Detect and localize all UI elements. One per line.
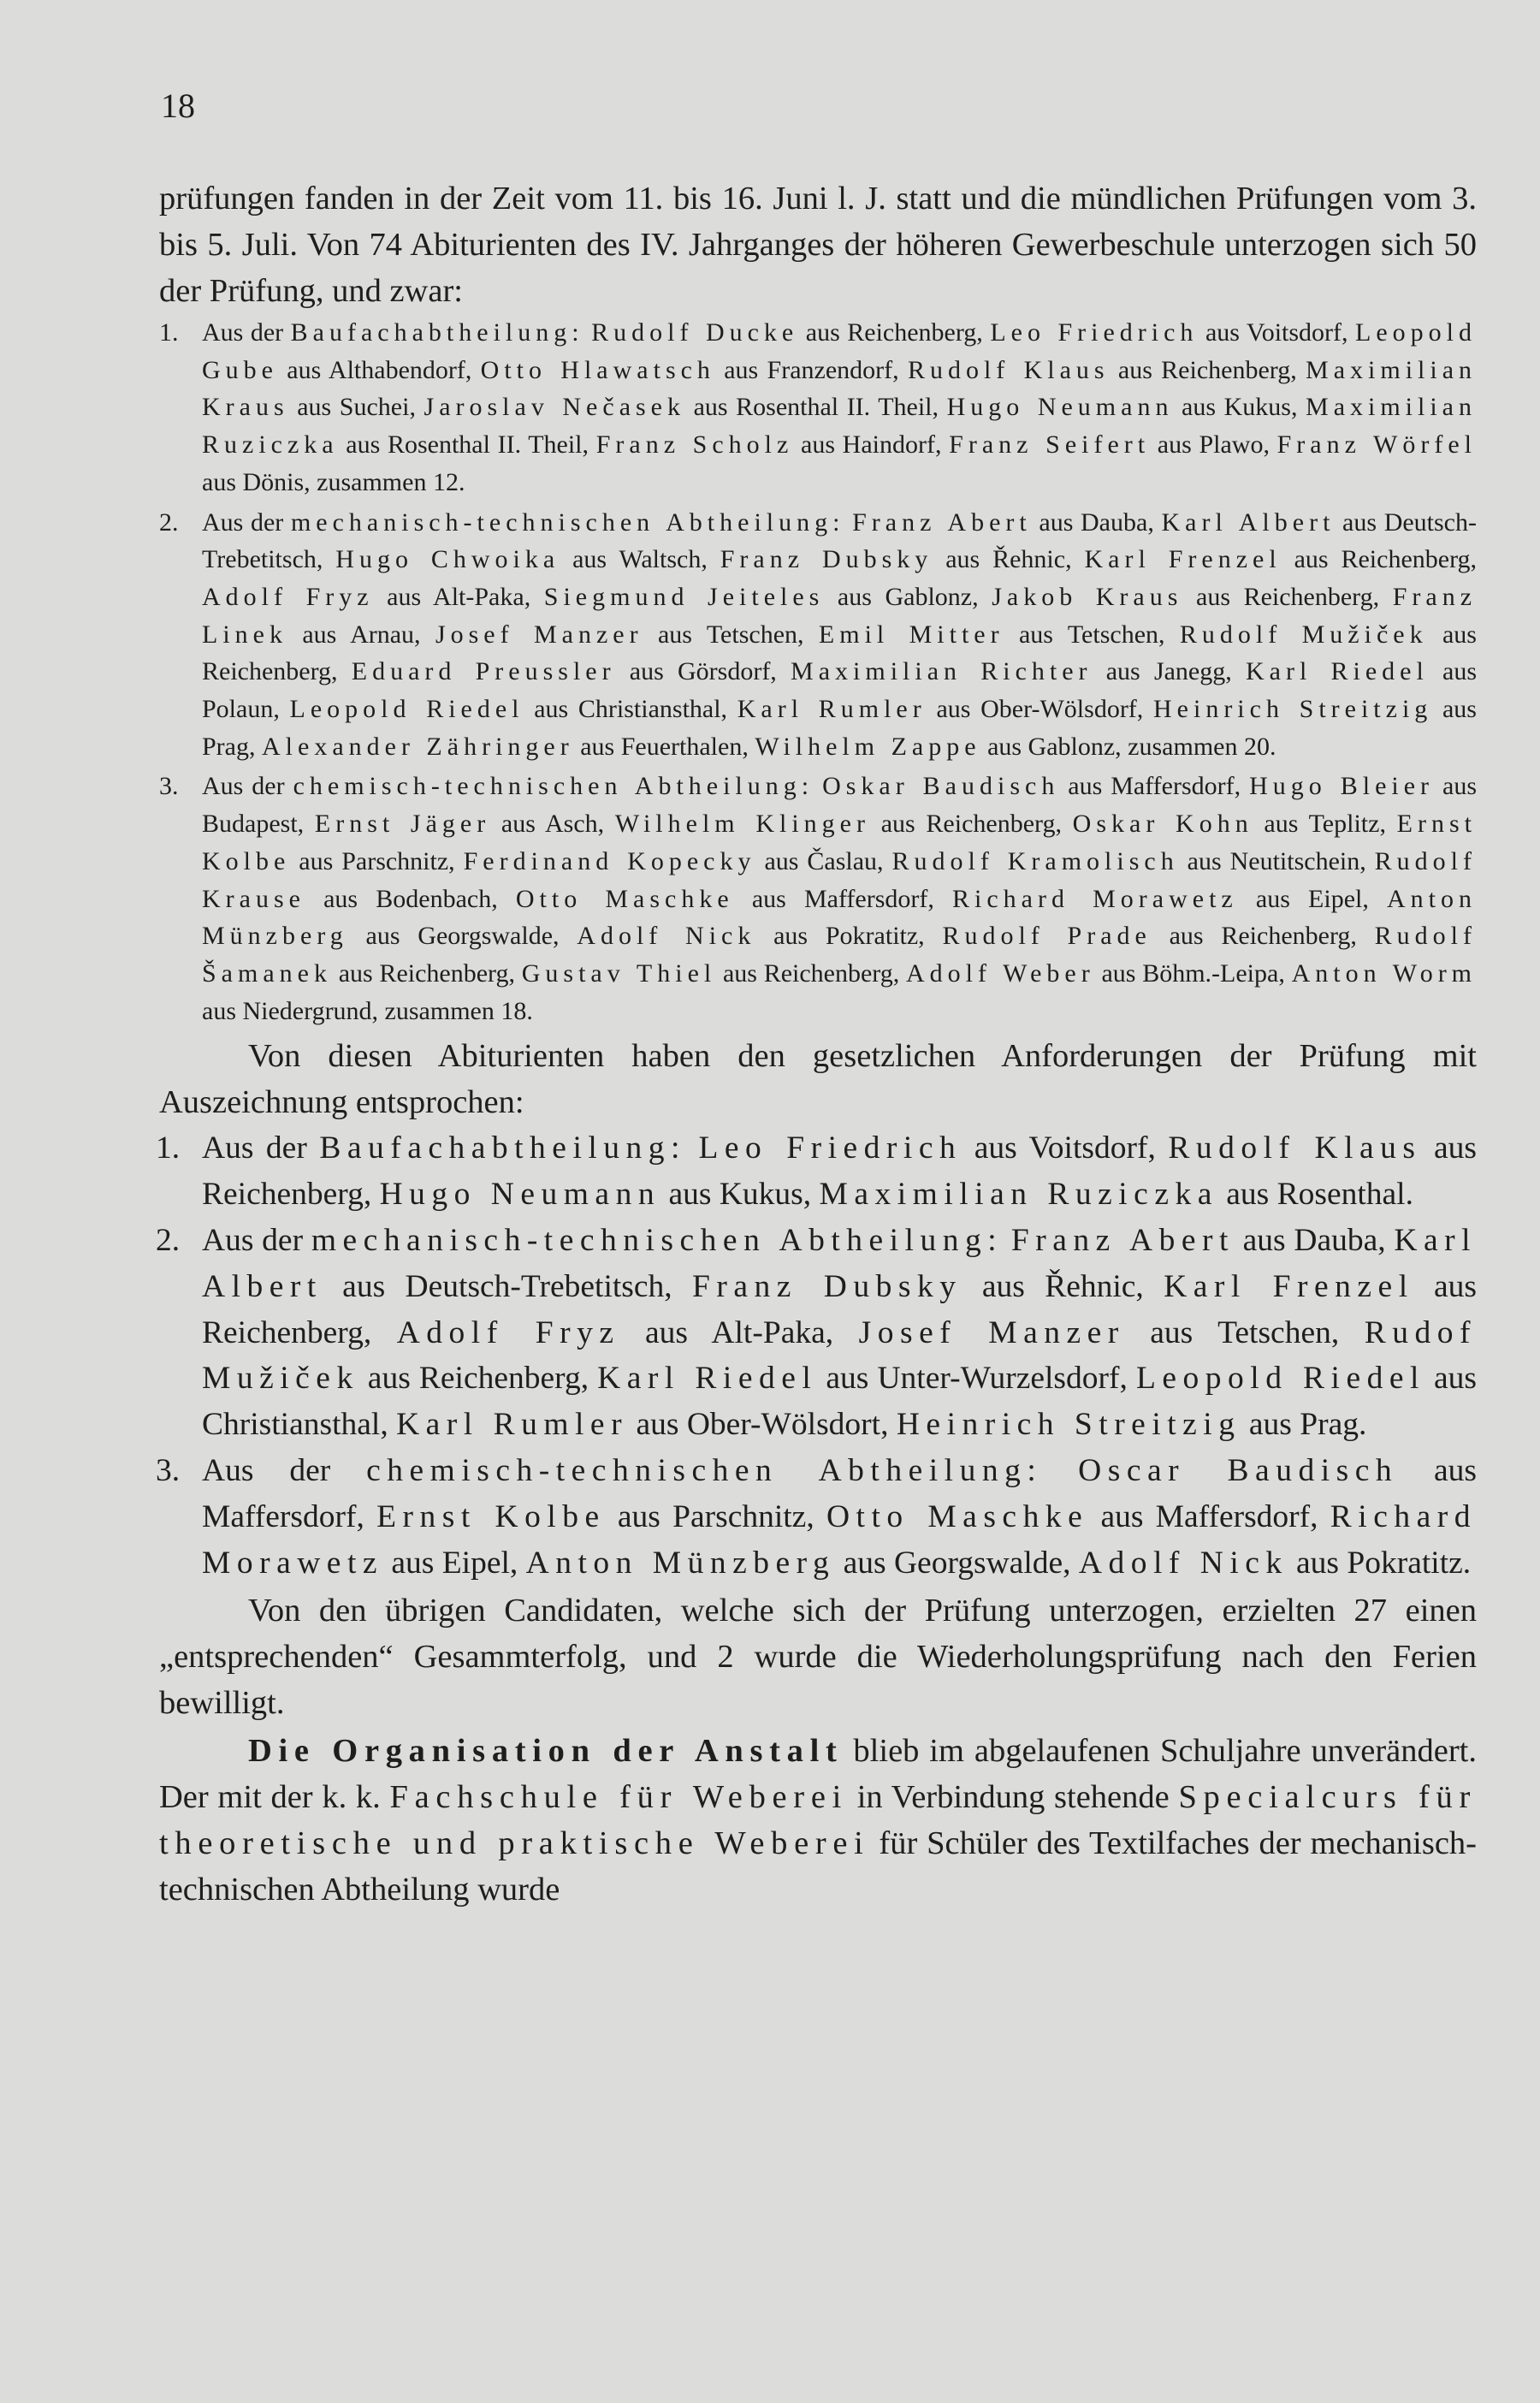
spaced-name: Anton Worm — [1291, 958, 1478, 988]
list-text: aus Waltsch, — [560, 545, 720, 574]
list-text: aus Gablonz, zusammen 20. — [980, 732, 1276, 761]
spaced-name: Franz Seifert — [949, 430, 1151, 460]
spaced-name: Franz Abert — [1010, 1222, 1235, 1258]
spaced-name: Rudolf Mužiček — [1179, 620, 1428, 649]
list-text: aus Gablonz, — [824, 582, 992, 611]
spaced-name: Baufachabtheilung: — [290, 318, 584, 347]
list-item — [159, 768, 1477, 1029]
list-text: aus Deutsch-Trebetitsch, — [202, 507, 1477, 574]
organisation-text-2: in Verbindung stehende — [848, 1779, 1179, 1816]
list-text: aus Georgswalde, — [347, 922, 578, 951]
spaced-name: Karl Rumler — [396, 1407, 629, 1443]
spaced-name: Heinrich Streitzig — [896, 1407, 1241, 1443]
spaced-name: Rudolf Kramolisch — [891, 846, 1179, 875]
spaced-name: Wilhelm Klinger — [614, 810, 870, 839]
list-text: aus Ober-Wölsdort, — [628, 1407, 897, 1443]
list-text: aus Georgswalde, — [835, 1545, 1079, 1581]
list-text: aus Althabendorf, — [277, 355, 481, 384]
list-text: aus Eipel, — [383, 1545, 526, 1581]
page-body — [156, 175, 1478, 1913]
remaining-candidates-paragraph: Von den übrigen Candidaten, welche sich der Prüfung unterzogen, erzielten 27 einen „entsprechenden“ Gesammterfolg, und 2 wurde die Wiederholungsprüfung nach den Ferien bewilligt. — [159, 1593, 1477, 1722]
list-text: aus Reichenberg, — [798, 318, 991, 347]
spaced-name: Rudolf Ducke — [591, 318, 799, 347]
spaced-name: Hugo Neumann — [379, 1177, 661, 1213]
spaced-name: Leopold Riedel — [289, 695, 524, 724]
list-text: aus Reichenberg, — [202, 620, 1477, 686]
spaced-name: Hugo Neumann — [946, 393, 1174, 422]
list-item-number: 2. — [156, 1222, 181, 1258]
list-text: aus Řehnic, — [962, 1268, 1164, 1304]
spaced-name: Alexander Zähringer — [262, 732, 574, 761]
spaced-name: Adolf Fryz — [202, 582, 374, 611]
spaced-name: Gustav Thiel — [521, 958, 717, 988]
list-item — [156, 1218, 1478, 1448]
spaced-name: Richard Morawetz — [202, 1498, 1477, 1581]
list-text: aus Plawo, — [1150, 430, 1277, 460]
list-text: aus Reichenberg, — [358, 1361, 598, 1397]
spaced-name: Ernst Kolbe — [202, 810, 1477, 875]
spaced-name: Maximilian Ruziczka — [202, 393, 1477, 460]
spaced-name: Maximilian Richter — [791, 657, 1093, 686]
list-text: aus Prag. — [1241, 1407, 1367, 1443]
list-text — [1042, 1453, 1078, 1488]
spaced-name: Adolf Nick — [1078, 1545, 1288, 1581]
spaced-name: Leo Friedrich — [990, 318, 1199, 347]
list-text: aus Niedergrund, zusammen 18. — [202, 996, 533, 1025]
spaced-name: Oscar Baudisch — [1078, 1452, 1399, 1488]
list-item-number: 2. — [159, 507, 179, 537]
list-text: aus Reichenberg, — [1281, 545, 1478, 574]
spaced-name: Ferdinand Kopecky — [463, 846, 756, 875]
intro-paragraph: prüfungen fanden in der Zeit vom 11. bis 16. Juni l. J. statt und die mündlichen Prüfungen vom 3. bis 5. Juli. Von 74 Abiturienten des IV. Jahrganges der höheren Gewerbeschule unterzogen sich 50 der Prüfung, und zwar: — [159, 181, 1477, 309]
list-text: aus Asch, — [490, 810, 615, 839]
spaced-name: Karl Frenzel — [1164, 1268, 1414, 1304]
fachschule-name: Fachschule für Weberei — [389, 1779, 849, 1816]
list-text: aus Reichenberg, — [1109, 355, 1306, 384]
list-text: aus Bodenbach, — [305, 884, 516, 913]
list-item — [156, 1448, 1478, 1586]
list-text — [814, 772, 822, 800]
list-text: aus Rosenthal II. Theil, — [338, 430, 596, 460]
list-text: aus Pokratitz, — [755, 922, 943, 951]
list-text: Aus der — [202, 507, 291, 537]
list-text: aus Dauba, — [1031, 507, 1162, 537]
list-text: aus Reichenberg, — [1182, 582, 1393, 611]
honors-intro-paragraph: Von diesen Abiturienten haben den gesetzlichen Anforderungen der Prüfung mit Auszeichnung entsprochen: — [159, 1038, 1477, 1121]
spaced-name: mechanisch-technischen Abtheilung: — [290, 507, 845, 537]
list-text: Aus der — [202, 1130, 320, 1166]
spaced-name: Josef Manzer — [858, 1314, 1125, 1350]
spaced-name: chemisch-technischen Abtheilung: — [293, 772, 814, 801]
list-text: aus Dauba, — [1234, 1222, 1395, 1258]
spaced-name: Maximilian Kraus — [202, 355, 1478, 422]
list-text: aus Tetschen, — [1124, 1314, 1365, 1350]
spaced-name: Otto Maschke — [515, 884, 734, 913]
list-text: aus Suchei, — [288, 393, 424, 422]
spaced-name: Anton Münzberg — [202, 884, 1478, 951]
list-text: aus Dönis, zusammen 12. — [202, 467, 465, 496]
organisation-text-1: blieb im abgelaufenen Schuljahre unverändert. Der mit der k. k. — [159, 1733, 1477, 1816]
list-text: aus Christiansthal, — [524, 695, 737, 724]
list-text: aus Böhm.-Leipa, — [1094, 958, 1292, 988]
list-text — [844, 508, 852, 537]
spaced-name: Karl Riedel — [597, 1361, 818, 1397]
spaced-name: Adolf Nick — [577, 922, 756, 951]
list-item — [159, 314, 1477, 501]
spaced-name: Maximilian Ruziczka — [819, 1177, 1218, 1213]
list-text: aus Voitsdorf, — [1198, 318, 1356, 347]
list-text: aus Janegg, — [1092, 657, 1246, 686]
spaced-name: Emil Mitter — [818, 620, 1004, 649]
spaced-name: Adolf Weber — [906, 958, 1095, 988]
specialcurs-name: Specialcurs für theoretische und praktische Weberei — [159, 1779, 1477, 1862]
spaced-name: Josef Manzer — [435, 620, 643, 649]
list-text: aus Prag, — [202, 695, 1477, 761]
spaced-name: Franz Scholz — [595, 430, 794, 460]
list-text: aus Deutsch-Trebetitsch, — [322, 1268, 693, 1304]
list-text: Aus der — [202, 318, 291, 347]
list-item-number: 3. — [156, 1452, 181, 1488]
list-text: aus Görsdorf, — [615, 657, 791, 686]
spaced-name: Jaroslav Nečasek — [424, 393, 685, 422]
spaced-name: Anton Münzberg — [525, 1545, 836, 1581]
spaced-name: Leo Friedrich — [698, 1130, 962, 1166]
spaced-name: Karl Albert — [202, 1222, 1478, 1304]
spaced-name: Heinrich Streitzig — [1153, 695, 1433, 724]
list-text: aus Maffersdorf, — [1088, 1498, 1330, 1534]
list-text: aus Budapest, — [202, 772, 1477, 839]
list-text: Aus der — [202, 772, 293, 801]
list-item — [156, 1125, 1477, 1218]
list-text: aus Christiansthal, — [202, 1361, 1478, 1443]
spaced-name: Rudolf Prade — [942, 922, 1152, 951]
list-text: aus Haindorf, — [793, 430, 950, 460]
list-text: aus Franzendorf, — [714, 355, 908, 384]
spaced-name: Franz Dubsky — [692, 1268, 962, 1304]
list-text: Aus der — [202, 1452, 367, 1488]
list-text: aus Kukus, — [1173, 393, 1306, 422]
spaced-name: Rudolf Šamanek — [202, 922, 1478, 988]
spaced-name: Siegmund Jeiteles — [543, 582, 825, 611]
spaced-name: Franz Dubsky — [720, 545, 933, 574]
list-text: aus Pokratitz. — [1288, 1545, 1472, 1581]
spaced-name: Wilhelm Zappe — [755, 732, 981, 761]
list-text: aus Reichenberg, — [202, 1268, 1477, 1350]
list-text: aus Rosenthal II. Theil, — [685, 393, 947, 422]
spaced-name: Hugo Bleier — [1249, 772, 1435, 801]
list-text: aus Maffersdorf, — [1059, 772, 1250, 801]
list-text: aus Alt-Paka, — [619, 1314, 859, 1350]
list-text: aus Časlau, — [755, 846, 892, 875]
list-text: aus Parschnitz, — [605, 1498, 826, 1534]
spaced-name: Hugo Chwoika — [335, 545, 560, 574]
spaced-name: Franz Wörfel — [1276, 430, 1478, 460]
spaced-name: Oskar Baudisch — [822, 772, 1060, 801]
spaced-name: Rudolf Klaus — [1168, 1130, 1422, 1166]
list-text: aus Rosenthal. — [1217, 1177, 1413, 1213]
list-text: Aus der — [202, 1222, 311, 1258]
list-text: aus Eipel, — [1237, 884, 1388, 913]
organisation-paragraph — [159, 1728, 1477, 1913]
spaced-name: Rudolf Krause — [202, 846, 1477, 913]
list-text: aus Maffersdorf, — [733, 884, 953, 913]
spaced-name: Karl Rumler — [737, 695, 927, 724]
list-text: aus Parschnitz, — [290, 846, 464, 875]
spaced-name: Franz Abert — [852, 507, 1032, 537]
spaced-name: Baufachabtheilung: — [319, 1130, 686, 1166]
spaced-name: Franz Linek — [202, 582, 1478, 649]
list-text: aus Teplitz, — [1253, 810, 1397, 839]
list-text: aus Kukus, — [660, 1177, 820, 1213]
list-text — [584, 318, 592, 347]
spaced-name: Otto Maschke — [826, 1498, 1089, 1534]
organisation-heading: Die Organisation der Anstalt — [248, 1733, 844, 1770]
list-text: aus Arnau, — [287, 620, 435, 649]
list-text: aus Ober-Wölsdorf, — [926, 695, 1153, 724]
list-text: aus Reichenberg, — [331, 958, 522, 988]
list-item-number: 3. — [159, 772, 179, 801]
spaced-name: Karl Albert — [1161, 507, 1336, 537]
list-text: aus Reichenberg, — [716, 958, 906, 988]
spaced-name: Adolf Fryz — [396, 1314, 620, 1350]
spaced-name: Jakob Kraus — [992, 582, 1183, 611]
spaced-name: Leopold Gube — [202, 318, 1478, 384]
spaced-name: Richard Morawetz — [952, 884, 1238, 913]
list-text — [686, 1130, 699, 1166]
honors-list — [156, 1125, 1478, 1586]
list-text: aus Polaun, — [202, 657, 1477, 724]
list-text: aus Reichenberg, — [202, 1130, 1477, 1213]
list-text — [1003, 1223, 1011, 1258]
spaced-name: mechanisch-technischen Abtheilung: — [311, 1222, 1004, 1258]
list-text: aus Unter-Wurzelsdorf, — [817, 1361, 1136, 1397]
examinee-list — [159, 314, 1477, 1029]
page-number: 18 — [161, 86, 195, 125]
spaced-name: Karl Frenzel — [1084, 545, 1282, 574]
list-text: aus Reichenberg, — [1151, 922, 1375, 951]
list-text: aus Řehnic, — [933, 545, 1085, 574]
spaced-name: Oskar Kohn — [1072, 810, 1253, 839]
spaced-name: Leopold Riedel — [1135, 1361, 1425, 1397]
list-text: aus Maffersdorf, — [202, 1452, 1478, 1534]
spaced-name: Otto Hlawatsch — [480, 355, 715, 384]
list-text: aus Neutitschein, — [1178, 846, 1375, 875]
list-text: aus Reichenberg, — [869, 810, 1073, 839]
list-text: aus Alt-Paka, — [373, 582, 544, 611]
list-item-number: 1. — [159, 318, 179, 347]
spaced-name: Ernst Jäger — [314, 810, 491, 839]
spaced-name: chemisch-technischen Abtheilung: — [366, 1452, 1043, 1488]
spaced-name: Rudolf Klaus — [907, 355, 1110, 384]
spaced-name: Ernst Kolbe — [376, 1498, 606, 1534]
list-text: aus Tetschen, — [643, 620, 819, 649]
spaced-name: Rudof Mužiček — [202, 1314, 1477, 1397]
list-text: aus Tetschen, — [1004, 620, 1180, 649]
spaced-name: Karl Riedel — [1245, 657, 1429, 686]
list-item — [159, 504, 1477, 766]
list-text: aus Feuerthalen, — [573, 732, 755, 761]
organisation-text-3: für Schüler des Textilfaches der mechanisch-technischen Abtheilung wurde — [159, 1825, 1477, 1908]
list-item-number: 1. — [156, 1130, 181, 1166]
spaced-name: Eduard Preussler — [351, 657, 616, 686]
list-text: aus Voitsdorf, — [962, 1130, 1169, 1166]
